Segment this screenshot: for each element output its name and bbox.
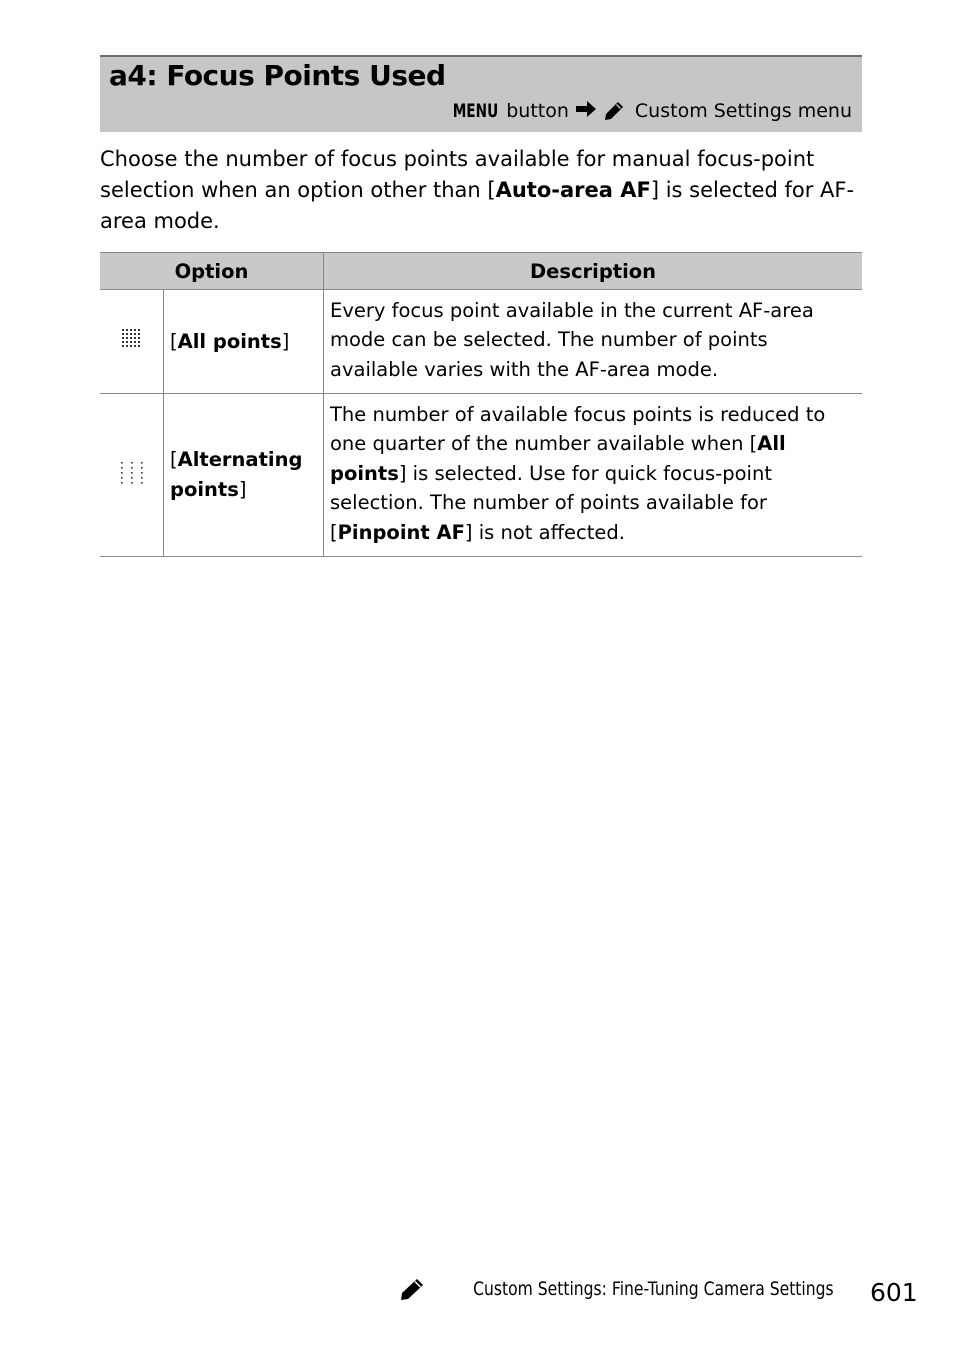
page-title: a4: Focus Points Used (109, 59, 446, 92)
table-row (100, 394, 862, 557)
intro-bold: Auto-area AF (495, 178, 651, 202)
description-text-2: ] is selected. Use for quick focus-point selection. The number of points available for [ (330, 461, 772, 544)
option-name: All points (177, 329, 282, 353)
description-column-header: Description (324, 253, 863, 290)
page-number: 601 (870, 1278, 918, 1307)
footer-section-text: Custom Settings: Fine-Tuning Camera Settings (473, 1278, 834, 1300)
pencil-icon (400, 1278, 424, 1300)
all-points-grid-icon (121, 332, 143, 355)
menu-keyword: MENU (453, 100, 499, 122)
icon-cell (100, 290, 164, 394)
description-cell (324, 394, 863, 557)
menu-name: Custom Settings menu (634, 100, 852, 122)
intro-paragraph (100, 144, 870, 237)
description-bold-1: All points (330, 432, 786, 485)
options-table (100, 252, 862, 557)
menu-path (447, 99, 852, 123)
intro-text-1: Choose the number of focus points available for manual focus-point selection when an option other than [ (100, 147, 815, 202)
option-column-header: Option (100, 253, 324, 290)
description-bold-2: Pinpoint AF (337, 520, 465, 544)
button-label: button (506, 100, 569, 122)
option-cell: [All points] (164, 290, 324, 394)
arrow-right-icon (575, 99, 597, 123)
option-cell: [Alternating points] (164, 394, 324, 557)
table-header-row (100, 253, 862, 290)
section-header (100, 55, 862, 132)
description-cell: Every focus point available in the current AF-area mode can be selected. The number of points available varies with the AF-area mode. (324, 290, 863, 394)
intro-text-2: ] is selected for AF-area mode. (100, 178, 855, 233)
footer-section-label (400, 1278, 834, 1300)
alternating-points-grid-icon (120, 467, 144, 490)
icon-cell (100, 394, 164, 557)
description-text-3: ] is not affected. (464, 520, 625, 544)
pencil-icon (603, 101, 625, 121)
description-text-1: The number of available focus points is reduced to one quarter of the number available when [ (330, 402, 826, 456)
table-row (100, 290, 862, 394)
option-name: Alternating points (170, 448, 303, 501)
